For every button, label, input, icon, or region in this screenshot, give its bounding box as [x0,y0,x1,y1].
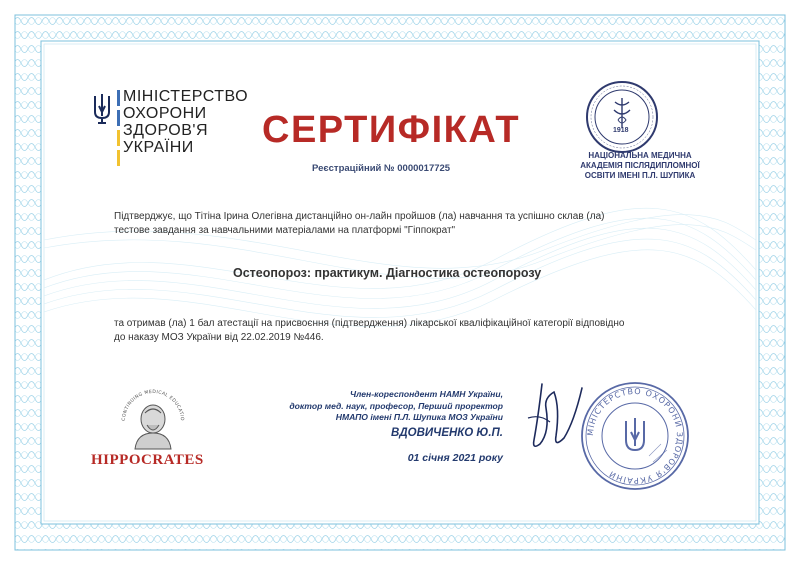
ministry-bar-yellow [117,130,120,146]
ministry-line-1: МІНІСТЕРСТВО [123,88,249,105]
hippocrates-bust-logo [117,387,189,451]
confirm-paragraph [114,210,604,238]
hippocrates-arc-text: CONTINUING MEDICAL EDUCATIO [121,389,185,422]
ministry-bar-blue-2 [117,110,120,126]
academy-line-1: НАЦІОНАЛЬНА МЕДИЧНА [588,151,692,160]
trident-icon [91,92,113,126]
certificate-title: СЕРТИФІКАТ [262,109,521,151]
official-stamp [579,380,691,492]
ministry-line-4: УКРАЇНИ [123,139,194,156]
course-title: Остеопороз: практикум. Діагностика остеопорозу [233,266,542,280]
hippocrates-name: HIPPOCRATES [91,452,204,468]
signatory-line-1: Член-кореспондент НАМН України, [349,389,503,399]
academy-name [560,151,720,181]
signatory-line-2: доктор мед. наук, професор, Перший проректор [289,400,503,411]
academy-line-3: ОСВІТИ ІМЕНІ П.Л. ШУПИКА [584,171,696,180]
signatory-titles [263,389,503,424]
ministry-bar-yellow-2 [117,150,120,166]
academy-emblem [585,80,659,154]
confirm-line-2: тестове завдання за навчальними матеріалами на платформі "Гіппократ" [114,225,456,236]
ministry-name [123,88,248,156]
stamp-arc-text: МІНІСТЕРСТВО ОХОРОНИ ЗДОРОВ'Я УКРАЇНИ [585,386,685,486]
signatory-line-3: НМАПО імені П.Л. Шупика МОЗ України [335,412,503,422]
academy-line-2: АКАДЕМІЯ ПІСЛЯДИПЛОМНОЇ [580,161,700,170]
confirm-line-1: Підтверджує, що Тітіна Ірина Олегівна дистанційно он-лайн пройшов (ла) навчання та успішно склав (ла) [114,211,605,222]
signature-date: 01 січня 2021 року [407,452,503,464]
result-line-1: та отримав (ла) 1 бал атестації на присвоєння (підтвердження) лікарської кваліфікаційної категорії відповідно [114,318,625,329]
result-line-2: до наказу МОЗ України від 22.02.2019 №446. [114,332,324,343]
ministry-line-3: ЗДОРОВ'Я [123,122,208,139]
academy-year: 1918 [613,127,629,134]
result-paragraph [114,317,624,345]
ministry-line-2: ОХОРОНИ [123,105,207,122]
signatory-name: ВДОВИЧЕНКО Ю.П. [391,427,503,439]
registration-number: Реєстраційний № 0000017725 [312,163,451,174]
ministry-bar-blue [117,90,120,106]
